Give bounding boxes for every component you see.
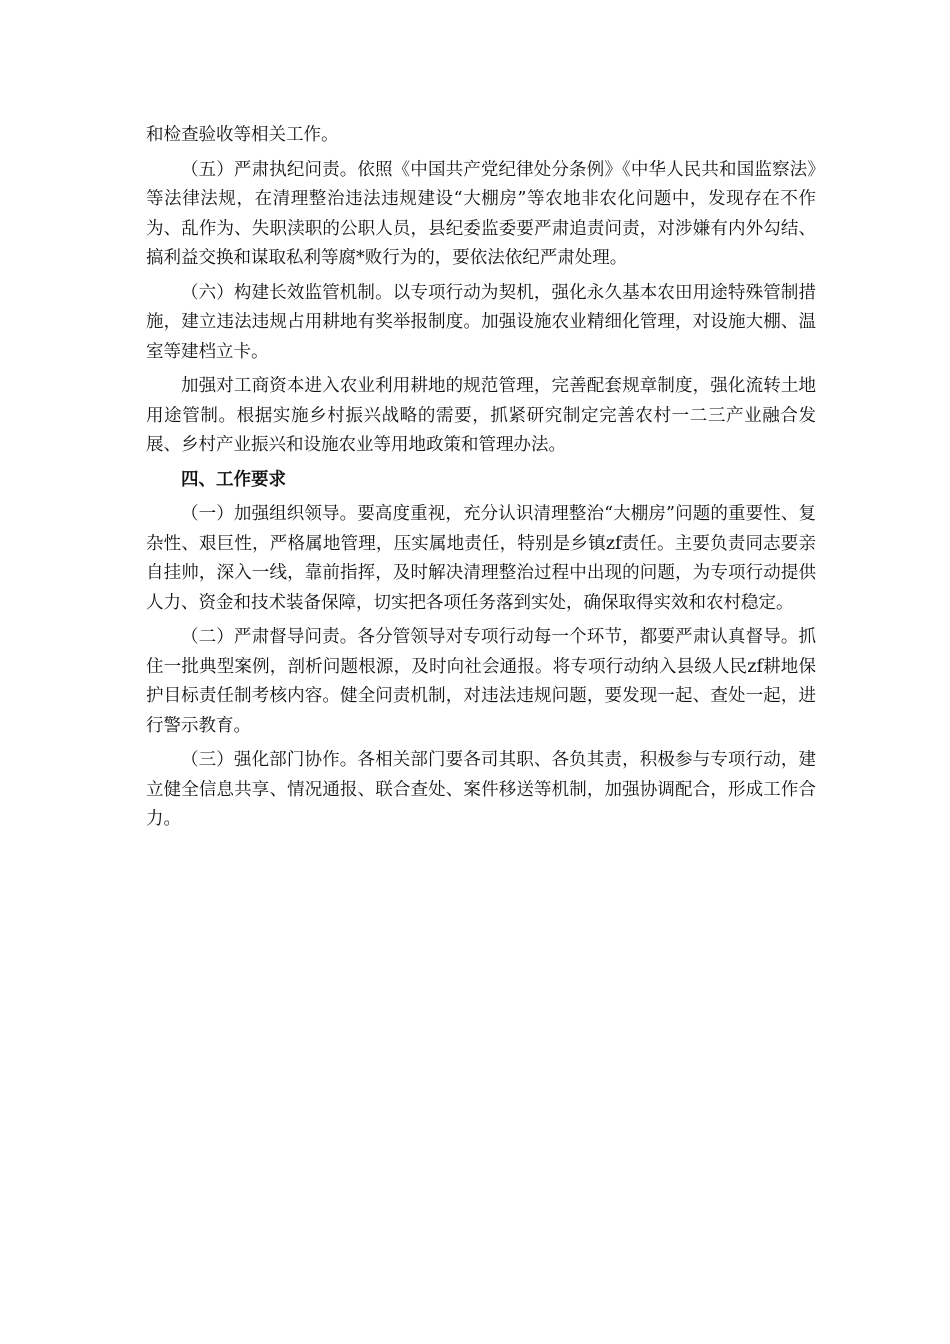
- section-heading: 四、工作要求: [181, 469, 286, 490]
- paragraph-long-term-supervision: （六）构建长效监管机制。以专项行动为契机，强化永久基本农田用途特殊管制措施，建立违法违规占用耕地有奖举报制度。加强设施农业精细化管理，对设施大棚、温室等建档立卡。: [146, 282, 816, 362]
- document-page: [146, 121, 816, 840]
- paragraph-leadership: （一）加强组织领导。要高度重视，充分认识清理整治“大棚房”问题的重要性、复杂性、艰巨性，严格属地管理，压实属地责任，特别是乡镇zf责任。主要负责同志要亲自挂帅，深入一线，靠前指挥，及时解决清理整治过程中出现的问题，为专项行动提供人力、资金和技术装备保障，切实把各项任务落到实处，确保取得实效和农村稳定。: [146, 504, 816, 613]
- paragraph-accountability: （五）严肃执纪问责。依照《中国共产党纪律处分条例》《中华人民共和国监察法》等法律法规，在清理整治违法违规建设“大棚房”等农地非农化问题中，发现存在不作为、乱作为、失职渎职的公职人员，县纪委监委要严肃追责问责，对涉嫌有内外勾结、搞利益交换和谋取私利等腐*败行为的，要依法依纪严肃处理。: [146, 159, 816, 268]
- paragraph-supervision: （二）严肃督导问责。各分管领导对专项行动每一个环节，都要严肃认真督导。抓住一批典型案例，剖析问题根源，及时向社会通报。将专项行动纳入县级人民zf耕地保护目标责任制考核内容。健全问责机制，对违法违规问题，要发现一起、查处一起，进行警示教育。: [146, 627, 816, 736]
- paragraph-capital-management: 加强对工商资本进入农业利用耕地的规范管理，完善配套规章制度，强化流转土地用途管制。根据实施乡村振兴战略的需要，抓紧研究制定完善农村一二三产业融合发展、乡村产业振兴和设施农业等用地政策和管理办法。: [146, 376, 816, 455]
- paragraph-coordination: （三）强化部门协作。各相关部门要各司其职、各负其责，积极参与专项行动，建立健全信息共享、情况通报、联合查处、案件移送等机制，加强协调配合，形成工作合力。: [146, 750, 816, 829]
- paragraph-continuation: 和检查验收等相关工作。: [146, 125, 339, 145]
